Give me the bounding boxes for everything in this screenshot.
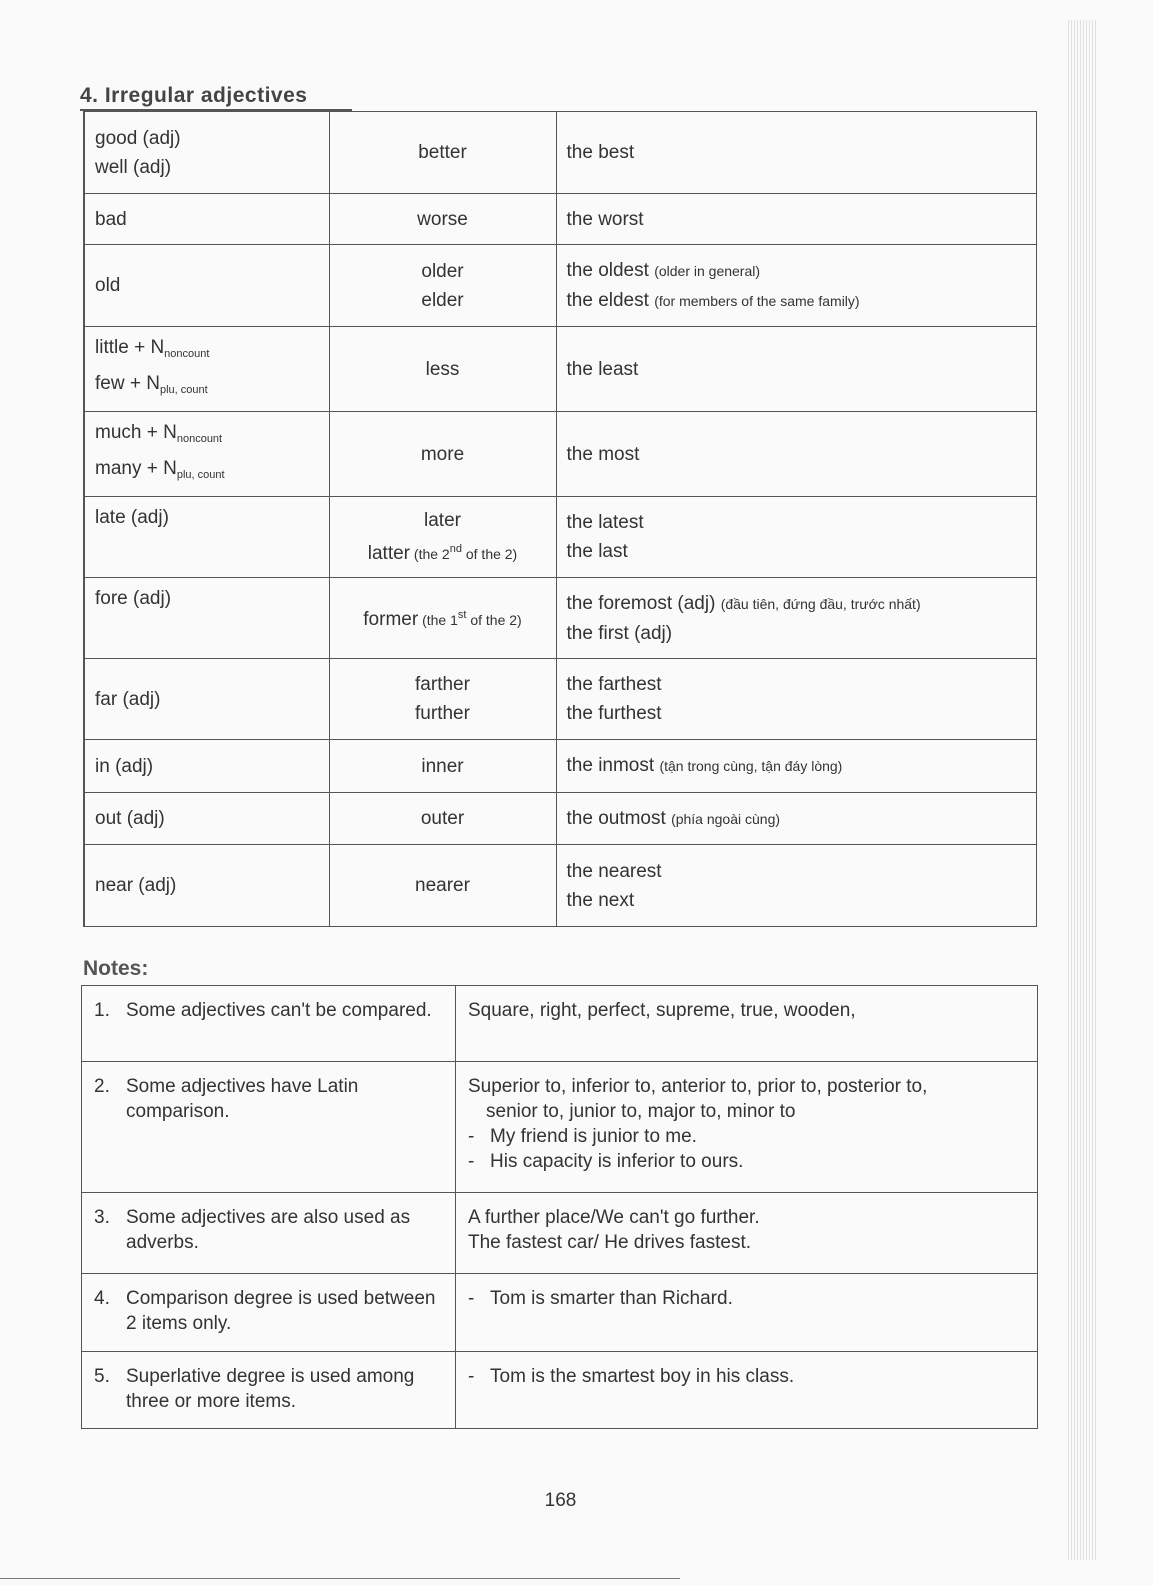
superlative-cell <box>556 245 1036 327</box>
superlative-form <box>567 589 1026 619</box>
base-cell <box>84 497 329 578</box>
comparative-word: elder <box>421 289 464 311</box>
base-form: near (adj) <box>95 875 177 896</box>
note-rule: Superlative degree is used among three or more items. <box>126 1366 415 1412</box>
example-bullet-line <box>468 1364 1025 1389</box>
base-cell <box>84 578 329 659</box>
example-text: Tom is the smartest boy in his class. <box>490 1366 795 1387</box>
comparative-form <box>340 601 546 635</box>
base-form: old <box>95 275 121 296</box>
superlative-form <box>567 670 1026 699</box>
base-cell <box>84 659 329 740</box>
example-line: The fastest car/ He drives fastest. <box>468 1232 751 1253</box>
base-cell <box>84 112 329 194</box>
superlative-word: the outmost <box>566 807 666 829</box>
comparative-form <box>340 205 546 234</box>
note-example-cell <box>456 1352 1038 1429</box>
dash-bullet: - <box>468 1288 475 1309</box>
note-number: 2. <box>94 1076 110 1097</box>
note-number: 3. <box>94 1207 110 1228</box>
example-bullet-line <box>468 1149 1025 1174</box>
comparative-cell <box>329 194 556 245</box>
note-item <box>94 1286 443 1336</box>
base-form <box>95 418 319 454</box>
section-title: 4. Irregular adjectives <box>80 84 308 107</box>
dash-bullet: - <box>468 1366 475 1387</box>
irregular-adjectives-table <box>83 111 1037 927</box>
base-form: good (adj) <box>95 127 181 149</box>
note-number: 1. <box>94 1000 110 1021</box>
example-line: Square, right, perfect, supreme, true, wooden, <box>468 1000 856 1021</box>
superlative-form <box>567 886 1026 915</box>
comparative-word: inner <box>421 755 464 777</box>
note-rule-cell <box>82 1352 456 1429</box>
example-text: My friend is junior to me. <box>490 1126 697 1147</box>
superlative-cell <box>556 845 1036 927</box>
superlative-form <box>567 256 1026 286</box>
note-text: (the 2 <box>413 545 450 562</box>
example-line: senior to, junior to, major to, minor to <box>486 1101 796 1122</box>
note-rule-cell <box>82 986 456 1062</box>
comparative-form <box>340 138 546 167</box>
superlative-form <box>567 205 1026 234</box>
note-row <box>82 1274 1038 1352</box>
comparative-form <box>340 440 546 469</box>
scan-edge-artifact <box>1068 20 1098 1560</box>
comparative-word: worse <box>417 208 468 230</box>
comparative-word: better <box>418 142 467 163</box>
adjective-row <box>84 793 1036 845</box>
superlative-cell <box>556 194 1036 245</box>
superlative-note: (for members of the same family) <box>654 292 860 309</box>
base-form: bad <box>95 208 127 230</box>
comparative-word: former <box>363 609 419 630</box>
superlative-word: the best <box>566 142 635 163</box>
noun-type-subscript: plu, count <box>176 469 225 481</box>
comparative-form <box>340 506 546 535</box>
note-example-cell <box>456 986 1038 1062</box>
superlative-cell <box>556 659 1036 740</box>
example-text: His capacity is inferior to ours. <box>490 1151 744 1172</box>
note-example-cell <box>456 1193 1038 1274</box>
note-rule-cell <box>82 1062 456 1193</box>
superlative-word: the foremost (adj) <box>566 592 716 614</box>
note-text: (the 1 <box>422 612 458 628</box>
superlative-form <box>567 699 1026 728</box>
base-cell <box>84 740 329 793</box>
noun-type-subscript: noncount <box>176 433 223 445</box>
base-form <box>95 333 319 369</box>
dash-bullet: - <box>468 1126 475 1147</box>
adjective-row <box>84 112 1036 194</box>
superlative-cell <box>556 793 1036 845</box>
example-line: Superior to, inferior to, anterior to, prior to, posterior to, <box>468 1076 928 1097</box>
superlative-word: the nearest <box>566 860 662 882</box>
note-text: of the 2) <box>466 612 522 628</box>
comparative-word: outer <box>420 808 465 829</box>
superlative-note: (tận trong cùng, tận đáy lòng) <box>659 758 843 774</box>
superlative-form <box>567 537 1026 566</box>
comparative-form <box>340 535 546 569</box>
note-row <box>82 986 1038 1062</box>
comparative-form <box>340 286 546 315</box>
superlative-cell <box>556 412 1036 497</box>
superlative-form <box>567 751 1026 781</box>
ordinal-suffix: nd <box>449 542 462 555</box>
note-rule: Some adjectives are also used as adverbs. <box>126 1207 411 1253</box>
ordinal-suffix: st <box>457 609 467 621</box>
note-item <box>94 998 443 1023</box>
base-form <box>95 454 319 490</box>
comparative-word: later <box>424 509 461 531</box>
adjective-row <box>84 245 1036 327</box>
comparative-note <box>418 609 522 628</box>
adjective-row <box>84 497 1036 578</box>
superlative-cell <box>556 578 1036 659</box>
dash-bullet: - <box>468 1151 475 1172</box>
base-form: out (adj) <box>95 808 165 829</box>
superlative-word: the farthest <box>566 674 662 695</box>
superlative-note: (đầu tiên, đứng đầu, trước nhất) <box>720 595 921 612</box>
base-cell <box>84 845 329 927</box>
note-example-cell <box>456 1274 1038 1352</box>
superlative-note: (older in general) <box>654 262 761 279</box>
superlative-cell <box>556 327 1036 412</box>
superlative-form <box>567 286 1026 316</box>
note-rule-cell <box>82 1274 456 1352</box>
comparative-word: nearer <box>415 875 470 896</box>
adjective-row <box>84 740 1036 793</box>
superlative-word: the latest <box>566 512 644 533</box>
base-form: fore (adj) <box>95 588 172 609</box>
comparative-cell <box>329 659 556 740</box>
base-form: late (adj) <box>95 507 169 528</box>
comparative-cell <box>329 740 556 793</box>
note-row <box>82 1062 1038 1193</box>
base-form: in (adj) <box>95 755 154 777</box>
base-word: many + N <box>95 458 177 479</box>
comparative-form <box>340 670 546 699</box>
superlative-word: the furthest <box>566 703 662 724</box>
comparative-cell <box>329 578 556 659</box>
noun-type-subscript: noncount <box>164 348 210 360</box>
adjective-row <box>84 412 1036 497</box>
superlative-form <box>567 355 1026 384</box>
superlative-word: the eldest <box>566 289 649 311</box>
page-number: 168 <box>544 1490 577 1511</box>
comparative-cell <box>329 245 556 327</box>
superlative-word: the worst <box>566 208 644 230</box>
comparative-form <box>340 355 546 384</box>
note-item <box>94 1074 443 1124</box>
base-form: well (adj) <box>95 156 172 178</box>
comparative-form <box>340 257 546 286</box>
superlative-word: the last <box>566 541 628 562</box>
adjective-row <box>84 327 1036 412</box>
superlative-form <box>567 138 1026 167</box>
comparative-cell <box>329 793 556 845</box>
superlative-cell <box>556 112 1036 194</box>
comparative-form <box>340 752 546 781</box>
comparative-word: latter <box>367 542 411 564</box>
note-rule: Some adjectives can't be compared. <box>126 1000 432 1021</box>
superlative-cell <box>556 740 1036 793</box>
superlative-word: the oldest <box>566 259 649 281</box>
note-rule-cell <box>82 1193 456 1274</box>
comparative-word: older <box>421 260 464 282</box>
base-cell <box>84 412 329 497</box>
superlative-form <box>567 508 1026 537</box>
comparative-cell <box>329 112 556 194</box>
comparative-form <box>340 871 546 900</box>
superlative-word: the next <box>566 889 635 911</box>
note-number: 5. <box>94 1366 110 1387</box>
base-cell <box>84 245 329 327</box>
superlative-word: the least <box>566 358 639 380</box>
comparative-word: further <box>415 703 470 724</box>
comparative-cell <box>329 845 556 927</box>
superlative-form <box>567 619 1026 648</box>
comparative-word: less <box>425 358 460 380</box>
base-word: few + N <box>95 373 160 394</box>
comparative-cell <box>329 327 556 412</box>
noun-type-subscript: plu, count <box>159 384 208 396</box>
comparative-cell <box>329 412 556 497</box>
note-item <box>94 1364 443 1414</box>
comparative-form <box>340 804 546 833</box>
base-word: much + N <box>95 422 177 443</box>
example-text: Tom is smarter than Richard. <box>490 1288 733 1309</box>
base-form: far (adj) <box>95 688 161 710</box>
superlative-note: (phía ngoài cùng) <box>671 810 781 827</box>
comparative-word: more <box>420 443 465 465</box>
base-word: little + N <box>95 337 165 358</box>
note-example-cell <box>456 1062 1038 1193</box>
superlative-form <box>567 440 1026 469</box>
adjective-row <box>84 659 1036 740</box>
note-row <box>82 1193 1038 1274</box>
example-line: A further place/We can't go further. <box>468 1207 760 1228</box>
comparative-form <box>340 699 546 728</box>
adjective-row <box>84 845 1036 927</box>
superlative-word: the inmost <box>566 755 655 776</box>
superlative-form <box>567 857 1026 886</box>
comparative-note <box>410 542 518 562</box>
bottom-rule <box>0 1578 680 1579</box>
base-cell <box>84 327 329 412</box>
base-form <box>95 369 319 405</box>
example-bullet-line <box>468 1124 1025 1149</box>
note-item <box>94 1205 443 1255</box>
base-cell <box>84 194 329 245</box>
example-bullet-line <box>468 1286 1025 1311</box>
superlative-cell <box>556 497 1036 578</box>
adjective-row <box>84 194 1036 245</box>
superlative-form <box>567 804 1026 834</box>
notes-table <box>81 985 1038 1429</box>
adjective-row <box>84 578 1036 659</box>
note-rule: Comparison degree is used between 2 items only. <box>126 1288 436 1334</box>
superlative-word: the first (adj) <box>566 622 673 644</box>
superlative-word: the most <box>566 443 640 465</box>
note-rule: Some adjectives have Latin comparison. <box>126 1076 359 1122</box>
note-number: 4. <box>94 1288 110 1309</box>
comparative-cell <box>329 497 556 578</box>
note-row <box>82 1352 1038 1429</box>
comparative-word: farther <box>415 674 470 695</box>
base-cell <box>84 793 329 845</box>
notes-title: Notes: <box>83 957 149 980</box>
note-text: of the 2) <box>461 545 518 562</box>
